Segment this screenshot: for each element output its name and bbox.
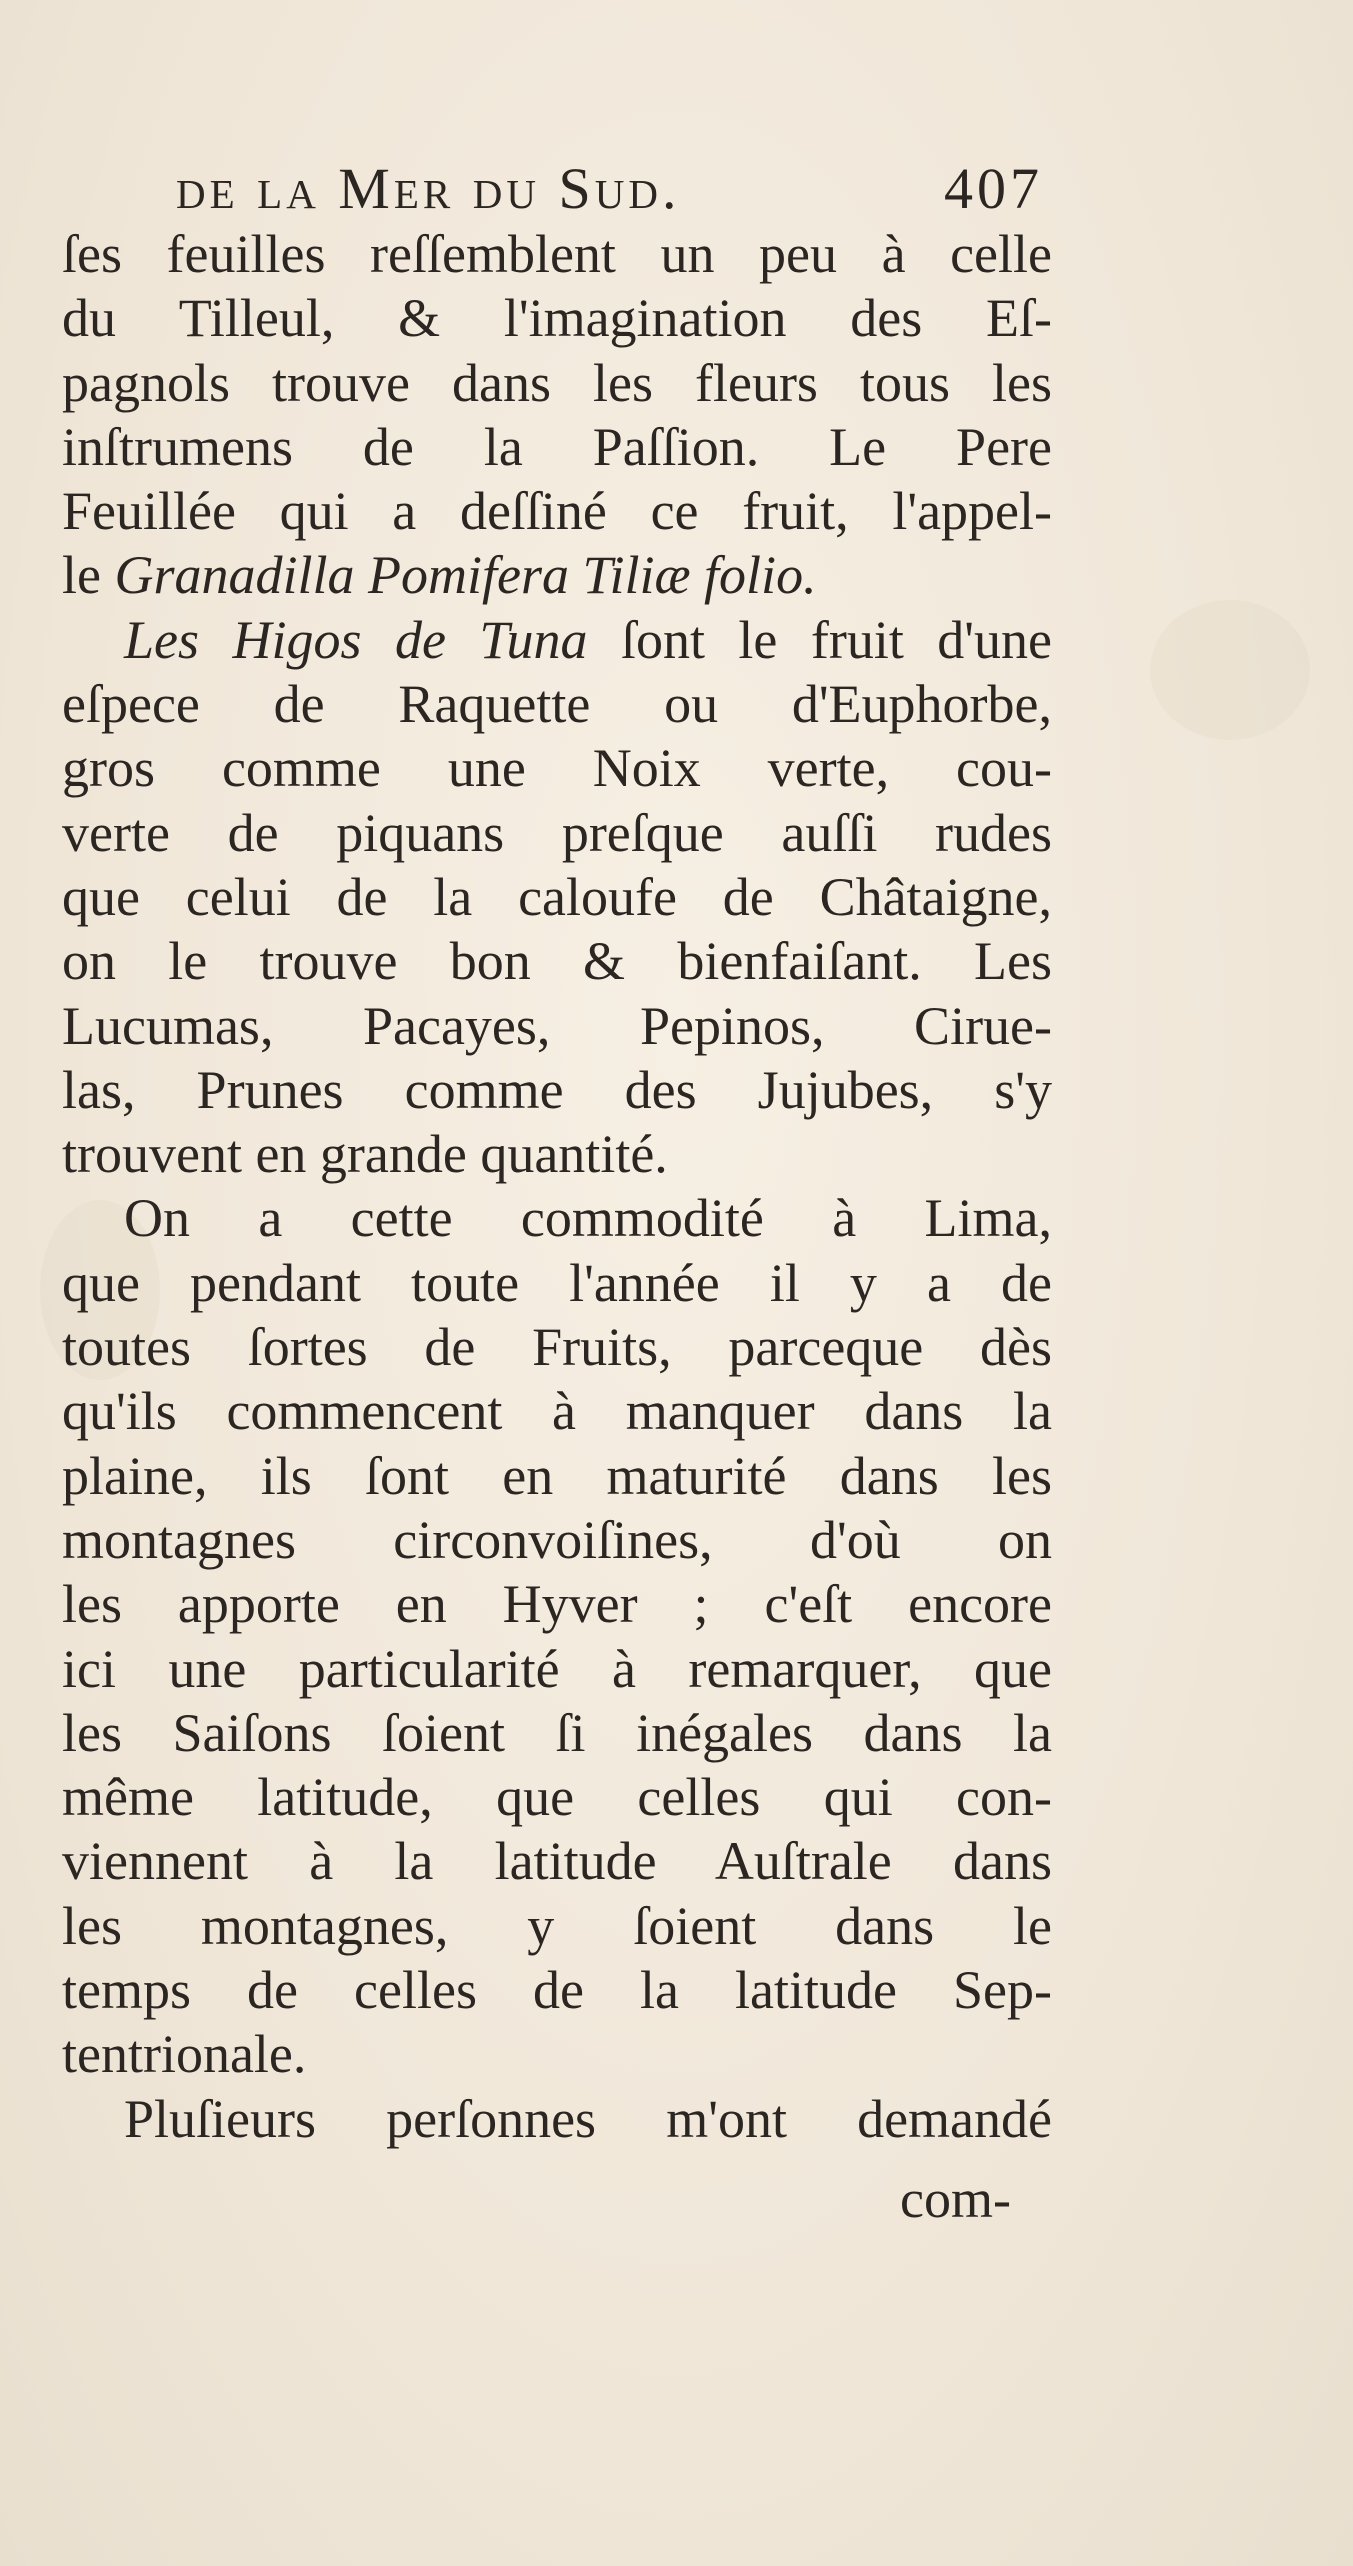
text-line xyxy=(62,415,1052,479)
line-text: que celui de la caloufe de Châtaigne, xyxy=(62,866,1052,927)
text-line xyxy=(62,1444,1052,1508)
line-text: que pendant toute l'année il y a de xyxy=(62,1252,1052,1313)
text-line xyxy=(62,2022,1052,2086)
text-line xyxy=(62,672,1052,736)
line-text: le xyxy=(62,545,115,606)
text-line xyxy=(62,286,1052,350)
text-line xyxy=(62,351,1052,415)
running-header xyxy=(176,155,1076,225)
page-number: 407 xyxy=(944,156,1043,221)
text-line xyxy=(62,994,1052,1058)
line-text: les montagnes, y ſoient dans le xyxy=(62,1895,1052,1956)
text-line xyxy=(62,1058,1052,1122)
line-text: on le trouve bon & bienfaiſant. Les xyxy=(62,931,1052,992)
line-text: pagnols trouve dans les fleurs tous les xyxy=(62,352,1052,413)
line-text: tentrionale. xyxy=(62,2024,307,2085)
line-text: gros comme une Noix verte, cou- xyxy=(62,738,1052,799)
paper-stain xyxy=(1150,600,1310,740)
text-line xyxy=(62,1765,1052,1829)
line-text: montagnes circonvoiſines, d'où on xyxy=(62,1509,1052,1570)
text-line xyxy=(62,1637,1052,1701)
text-line xyxy=(62,736,1052,800)
catchword: com- xyxy=(900,2169,1011,2229)
line-text: verte de piquans preſque auſſi rudes xyxy=(62,802,1052,863)
line-text: ſes feuilles reſſemblent un peu à celle xyxy=(62,224,1052,284)
line-text: trouvent en grande quantité. xyxy=(62,1124,668,1185)
line-text: Feuillée qui a deſſiné ce fruit, l'appel- xyxy=(62,481,1052,542)
text-line xyxy=(62,1508,1052,1572)
text-line xyxy=(62,1894,1052,1958)
text-line xyxy=(62,1186,1052,1250)
line-text: les Saiſons ſoient ſi inégales dans la xyxy=(62,1702,1052,1763)
text-line xyxy=(62,608,1052,672)
line-text: temps de celles de la latitude Sep- xyxy=(62,1960,1052,2021)
text-line xyxy=(62,1379,1052,1443)
text-line xyxy=(62,1122,1052,1186)
line-text: qu'ils commencent à manquer dans la xyxy=(62,1381,1052,1442)
line-text: ſont le fruit d'une xyxy=(587,609,1052,670)
line-text: inſtrumens de la Paſſion. Le Pere xyxy=(62,416,1052,477)
line-text: plaine, ils ſont en maturité dans les xyxy=(62,1445,1052,1506)
text-line xyxy=(62,479,1052,543)
line-text: las, Prunes comme des Jujubes, s'y xyxy=(62,1059,1052,1120)
line-text: Lucumas, Pacayes, Pepinos, Cirue- xyxy=(62,995,1052,1056)
text-line xyxy=(62,1572,1052,1636)
text-line xyxy=(62,1701,1052,1765)
text-line xyxy=(62,543,1052,607)
text-line xyxy=(62,801,1052,865)
line-text: On a cette commodité à Lima, xyxy=(124,1188,1052,1249)
line-text: du Tilleul, & l'imagination des Eſ- xyxy=(62,288,1052,349)
text-line xyxy=(62,865,1052,929)
text-line xyxy=(62,1829,1052,1893)
line-text: les apporte en Hyver ; c'eſt encore xyxy=(62,1574,1052,1635)
line-text: eſpece de Raquette ou d'Euphorbe, xyxy=(62,674,1052,735)
text-line xyxy=(62,222,1052,286)
text-line xyxy=(62,929,1052,993)
line-text: ici une particularité à remarquer, que xyxy=(62,1638,1052,1699)
text-block xyxy=(62,222,1052,2151)
line-text: Pluſieurs perſonnes m'ont demandé xyxy=(124,2088,1052,2149)
text-line xyxy=(62,1251,1052,1315)
italic-text: Les Higos de Tuna xyxy=(124,609,588,670)
line-text: viennent à la latitude Auſtrale dans xyxy=(62,1831,1052,1892)
line-text: toutes ſortes de Fruits, parceque dès xyxy=(62,1317,1052,1378)
italic-text: Granadilla Pomifera Tiliæ folio. xyxy=(114,545,817,606)
running-title: de la Mer du Sud. xyxy=(176,156,681,221)
text-line xyxy=(62,1958,1052,2022)
text-line xyxy=(62,2087,1052,2151)
line-text: même latitude, que celles qui con- xyxy=(62,1767,1052,1828)
text-line xyxy=(62,1315,1052,1379)
